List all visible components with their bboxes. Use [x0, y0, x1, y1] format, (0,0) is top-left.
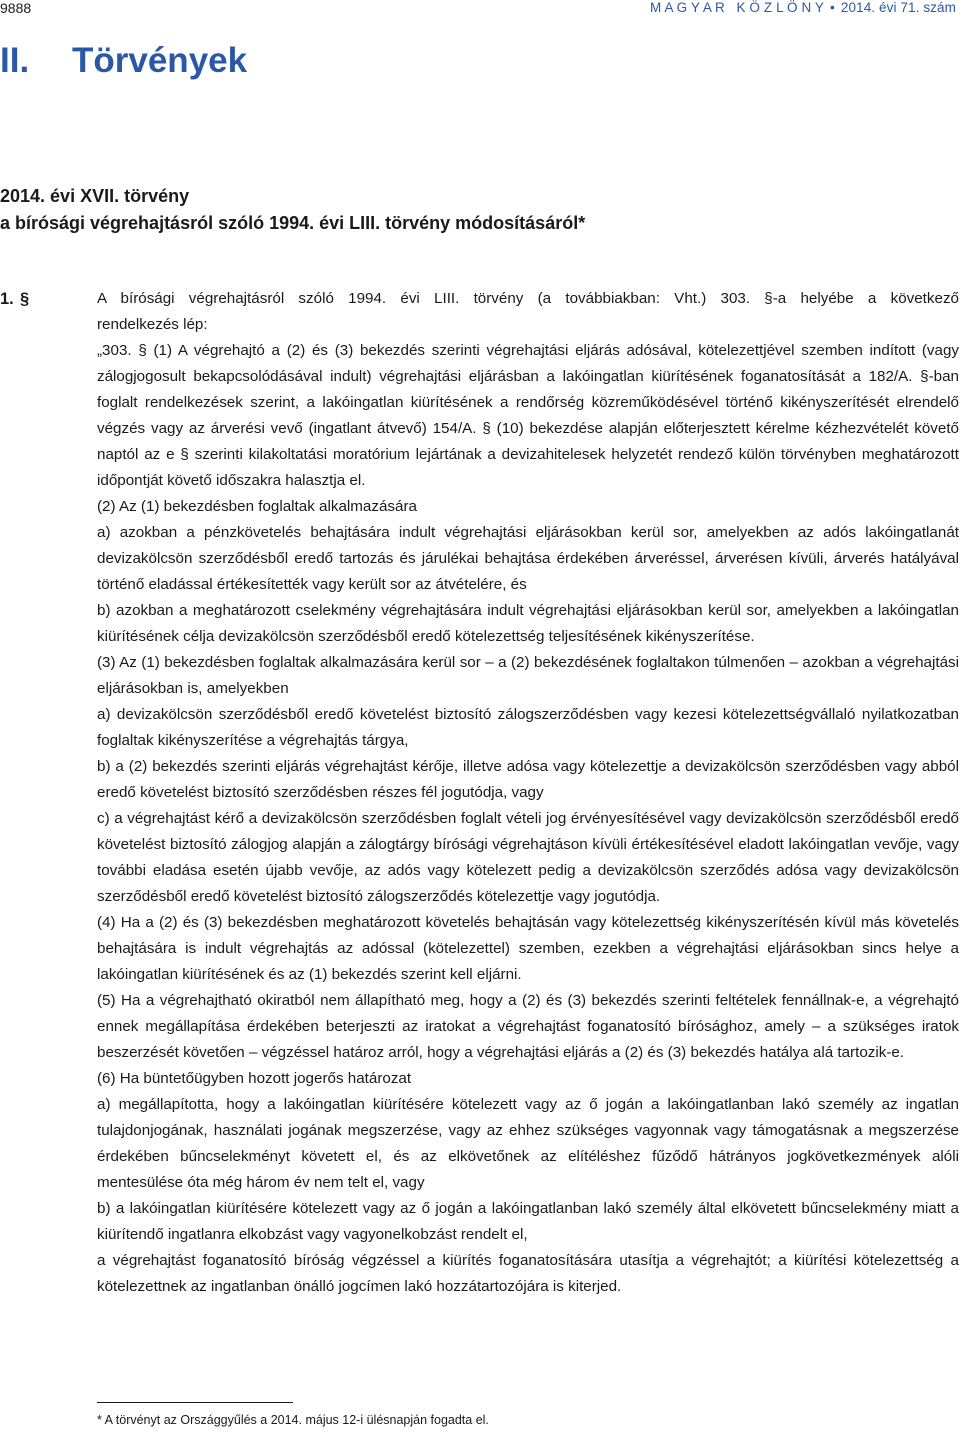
paragraph-3-a: a) devizakölcsön szerződésből eredő követelést biztosító zálogszerződésben vagy kezesi kötelezettségvállaló nyilatkozatban foglaltak kikényszerítése a végrehajtás tárgya,	[97, 706, 959, 749]
footnote: * A törvényt az Országgyűlés a 2014. május 12-i ülésnapján fogadta el.	[97, 1413, 489, 1427]
part-number: II.	[0, 41, 30, 80]
paragraph-303-1: „303. § (1) A végrehajtó a (2) és (3) bekezdés szerinti végrehajtási eljárás adósával, kötelezettjével szemben indított (vagy zálogjogosult bekapcsolódásával indult) végrehajtási eljárásban a lakóingatlan kiürítésének foganatosítását a 182/A. §-ban foglalt rendelkezések szerint, a lakóingatlan kiürítésének a rendőrség közreműködésével történő kikényszerítését elrendelő végzés vagy az árverési vevő (ingatlant átvevő) 154/A. § (10) bekezdése alapján előterjesztett kérelme kézhezvételét követő naptól az e § szerinti kilakoltatási moratórium lejártának a devizahitelesek helyzetét rendező külön törvényben meghatározott időpontját követő időszakra halasztja el.	[97, 342, 959, 489]
paragraph-3-c: c) a végrehajtást kérő a devizakölcsön szerződésben foglalt vételi jog érvényesítésével vagy devizakölcsön szerződésből eredő követelést biztosító zálogjog alapján a zálogtárgy bírósági végrehajtáson kívüli értékesítésével eladott lakóingatlan vevője, vagy további eladása esetén újabb vevője, az adós vagy kötelezett pedig a devizakölcsön szerződés adósa vagy devizakölcsön szerződésből eredő követelést biztosító zálogszerződés kötelezettje vagy jogutódja.	[97, 810, 959, 905]
journal-title	[650, 0, 956, 16]
law-heading	[0, 183, 585, 237]
intro-line-1: A bírósági végrehajtásról szóló 1994. évi LIII. törvény (a továbbiakban: Vht.) 303. §-a helyébe a következő	[97, 290, 959, 307]
section-number: 1.	[0, 290, 14, 308]
law-title-line2: a bírósági végrehajtásról szóló 1994. évi LIII. törvény módosításáról*	[0, 213, 586, 233]
paragraph-3-b: b) a (2) bekezdés szerinti eljárás végrehajtást kérője, illetve adósa vagy kötelezettje a devizakölcsön szerződésben vagy abból eredő követelést biztosító szerződésben részes fél jogutódja, vagy	[97, 758, 959, 801]
journal-name: M A G Y A R K Ö Z L Ö N Y	[650, 0, 825, 15]
paragraph-6-b: b) a lakóingatlan kiürítésére kötelezett vagy az ő jogán a lakóingatlanban lakó személy által elkövetett bűncselekmény miatt a kiürítendő ingatlanra elkobzást vagy vagyonelkobzást rendelt el,	[97, 1200, 959, 1243]
header-bullet: •	[830, 0, 835, 15]
journal-issue: 2014. évi 71. szám	[840, 0, 956, 15]
paragraph-2-b: b) azokban a meghatározott cselekmény végrehajtására indult végrehajtási eljárásokban kerül sor, amelyekben a lakóingatlan kiürítésének célja devizakölcsön szerződésből eredő kötelezettség teljesítésének kikényszerítése.	[97, 602, 959, 645]
section-303-text	[97, 338, 959, 1300]
part-title: Törvények	[72, 41, 248, 80]
law-title-line1: 2014. évi XVII. törvény	[0, 186, 190, 206]
paragraph-6-a: a) megállapította, hogy a lakóingatlan kiürítésére kötelezett vagy az ő jogán a lakóingatlanban lakó személy az ingatlan tulajdonjogának, használati jogának megszerzése, vagy az ehhez szükséges vagyonnak vagy támogatásnak a megszerzése érdekében bűncselekményt követett el, és az elkövetőnek az elítéléshez fűződő hátrányos jogkövetkezmények alóli mentesülése óta még három év nem telt el, vagy	[97, 1096, 959, 1191]
footnote-divider	[97, 1402, 293, 1403]
paragraph-6-closing: a végrehajtást foganatosító bíróság végzéssel a kiürítés foganatosítására utasítja a végrehajtót; a kiürítési kötelezettség a kötelezettnek az ingatlanban önálló jogcímen lakó hozzátartozójára is kiterjed.	[97, 1252, 959, 1295]
section-symbol: §	[20, 290, 30, 308]
section-1-intro	[97, 286, 959, 338]
paragraph-4: (4) Ha a (2) és (3) bekezdésben meghatározott követelés behajtásán vagy kötelezettség kikényszerítésén kívül más követelés behajtására is indult végrehajtás az adóssal (kötelezettel) szemben, ezekben a végrehajtási eljárásokban sincs helye a lakóingatlan kiürítésének és az (1) bekezdés szerint kell eljárni.	[97, 914, 959, 983]
page-number: 9888	[0, 0, 32, 16]
page-header	[0, 0, 960, 22]
paragraph-6-heading: (6) Ha büntetőügyben hozott jogerős határozat	[97, 1070, 412, 1087]
part-heading	[0, 40, 247, 82]
paragraph-5: (5) Ha a végrehajtható okiratból nem állapítható meg, hogy a (2) és (3) bekezdés szerinti feltételek fennállnak-e, a végrehajtó ennek megállapítása érdekében beterjeszti az iratokat a végrehajtást foganatosító bírósághoz, amely – a szükséges iratok beszerzését követően – végzéssel határoz arról, hogy a végrehajtási eljárás a (2) és (3) bekezdés hatálya alá tartozik-e.	[97, 992, 959, 1061]
paragraph-3-heading: (3) Az (1) bekezdésben foglaltak alkalmazására kerül sor – a (2) bekezdésének foglaltakon túlmenően – azokban a végrehajtási eljárásokban is, amelyekben	[97, 654, 959, 697]
intro-line-2: rendelkezés lép:	[97, 316, 208, 333]
paragraph-2-a: a) azokban a pénzkövetelés behajtására indult végrehajtási eljárásokban kerül sor, amelyekben az adós lakóingatlanát devizakölcsön szerződésből eredő tartozás és járulékai behajtása érdekében árveréssel, árverésen kívüli, árverés hatályával történő eladással értékesítették vagy került sor az átvételére, és	[97, 524, 959, 593]
paragraph-2-heading: (2) Az (1) bekezdésben foglaltak alkalmazására	[97, 498, 417, 515]
